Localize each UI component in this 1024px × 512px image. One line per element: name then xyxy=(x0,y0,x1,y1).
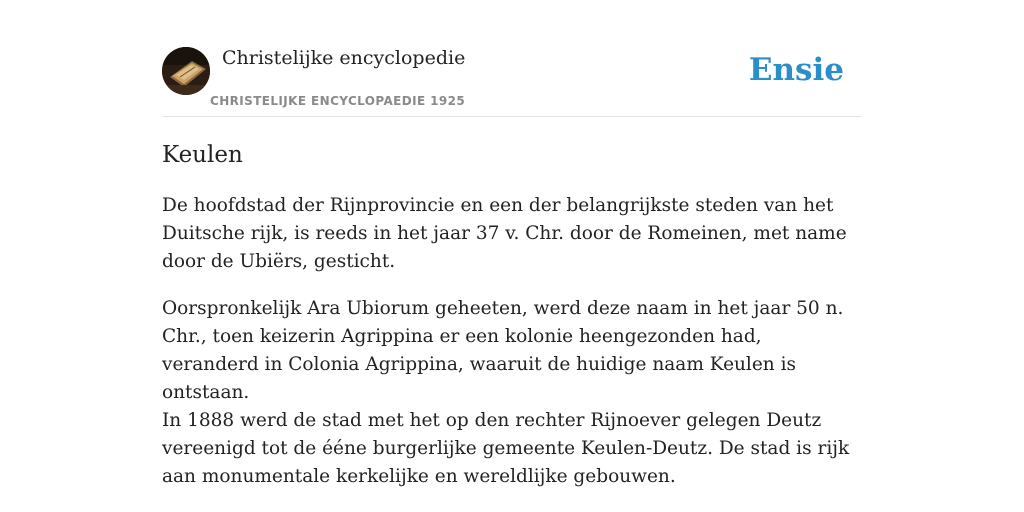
ensie-logo[interactable]: Ensie xyxy=(748,52,844,88)
source-avatar[interactable] xyxy=(162,47,210,95)
page-header xyxy=(162,0,862,117)
article-title: Keulen xyxy=(162,142,243,168)
article-paragraph: In 1888 werd de stad met het op den rechter Rijnoever gelegen Deutz vereenigd tot de ééne burgerlijke gemeente Keulen-Deutz. De stad is rijk aan monumentale kerkelijke en wereldlijke gebouwen. xyxy=(162,410,850,487)
article-paragraph: Oorspronkelijk Ara Ubiorum geheeten, werd deze naam in het jaar 50 n. Chr., toen keizerin Agrippina er een kolonie heengezonden had, veranderd in Colonia Agrippina, waaruit de huidige naam Keulen is ontstaan. xyxy=(162,298,844,403)
source-subtitle: CHRISTELIJKE ENCYCLOPAEDIE 1925 xyxy=(210,94,466,108)
source-title[interactable]: Christelijke encyclopedie xyxy=(222,47,466,69)
article xyxy=(162,138,862,487)
article-paragraph: De hoofdstad der Rijnprovincie en een der belangrijkste steden van het Duitsche rijk, is reeds in het jaar 37 v. Chr. door de Romeinen, met name door de Ubiërs, gesticht. xyxy=(162,195,847,272)
book-thumbnail-icon xyxy=(162,47,210,95)
